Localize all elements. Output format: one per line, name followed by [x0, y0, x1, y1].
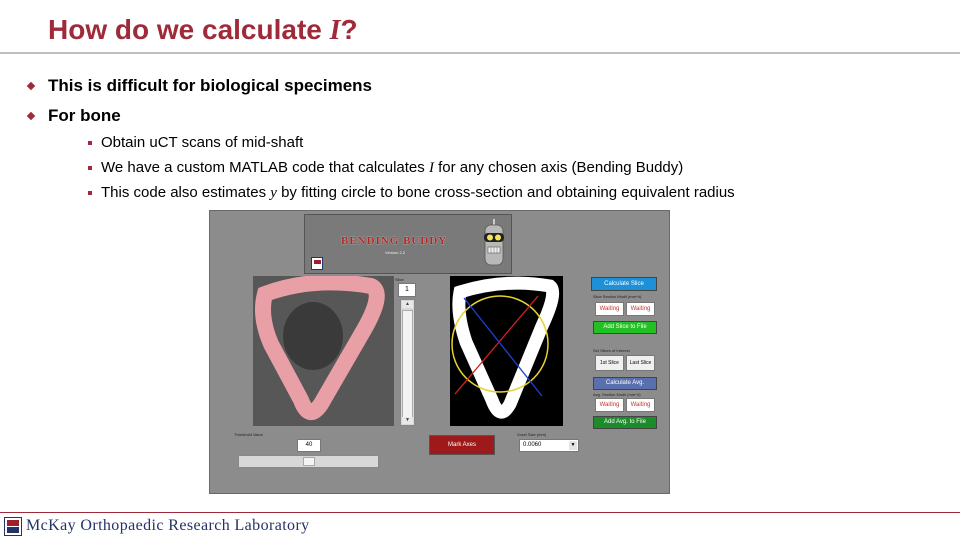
slice-result-label: Slice Section Modii (mm^4) [593, 294, 642, 299]
chevron-down-icon[interactable]: ▼ [570, 442, 576, 448]
slice-number-input[interactable]: 1 [398, 283, 416, 297]
sub-bullet-2 [101, 159, 683, 177]
add-avg-button[interactable]: Add Avg. to File [593, 416, 657, 429]
slice-scrollbar[interactable] [400, 299, 415, 426]
ct-bone-cross-section [253, 276, 394, 426]
sub-bullet-2-pre: We have a custom MATLAB code that calculates [101, 159, 429, 176]
sub-bullet-square-icon [88, 141, 92, 145]
title-variable: I [329, 15, 341, 46]
slide-title [48, 14, 358, 47]
title-divider [0, 52, 960, 54]
title-prefix: How do we calculate [48, 14, 330, 45]
voxel-size-select[interactable] [519, 439, 579, 452]
footer-divider [0, 512, 960, 513]
penn-shield-icon [4, 517, 22, 536]
last-slice-button[interactable]: Last Slice [626, 355, 655, 371]
bullet-diamond-icon [27, 112, 35, 120]
sub-bullet-3-pre: This code also estimates [101, 184, 271, 201]
threshold-label: Threshold Value [234, 432, 263, 437]
sub-bullet-2-post: for any chosen axis (Bending Buddy) [433, 159, 684, 176]
bullet-1: This is difficult for biological specimens [48, 76, 372, 95]
ct-slice-image[interactable] [253, 276, 394, 426]
slice-scroll-thumb[interactable] [402, 310, 413, 418]
slice-waiting-2: Waiting [626, 302, 655, 316]
penn-shield-logo [311, 257, 323, 270]
binary-slice-image[interactable] [450, 276, 563, 426]
robot-mascot-icon [481, 219, 507, 271]
calculate-slice-button[interactable]: Calculate Slice [591, 277, 657, 291]
threshold-input[interactable]: 40 [297, 439, 321, 452]
bullet-diamond-icon [27, 82, 35, 90]
slice-label: Slice [395, 277, 404, 282]
binary-bone-with-axes [450, 276, 563, 426]
threshold-slider[interactable] [238, 455, 379, 468]
voxel-size-label: Voxel Size (mm) [517, 432, 547, 437]
sub-bullet-3 [101, 184, 735, 202]
calculate-avg-button[interactable]: Calculate Avg. [593, 377, 657, 390]
sub-bullet-2-var: I [428, 160, 434, 176]
slice-range-label: Set Slices of Interest [593, 348, 630, 353]
banner-subtitle: Version 2.2 [385, 250, 406, 255]
sub-bullet-3-var: y [270, 185, 277, 201]
scroll-up-arrow-icon[interactable]: ▲ [402, 301, 413, 308]
voxel-size-value: 0.0060 [523, 442, 542, 448]
avg-waiting-1: Waiting [595, 398, 624, 412]
bending-buddy-window [209, 210, 670, 494]
title-suffix: ? [340, 14, 358, 45]
add-slice-button[interactable]: Add Slice to File [593, 321, 657, 334]
sub-bullet-1: Obtain uCT scans of mid-shaft [101, 134, 304, 151]
slice-waiting-1: Waiting [595, 302, 624, 316]
banner-title: BENDING BUDDY [341, 235, 448, 247]
threshold-slider-thumb[interactable] [303, 457, 315, 466]
bullet-2: For bone [48, 106, 121, 125]
avg-result-label: Avg. Section Modii (mm^4) [593, 392, 641, 397]
sub-bullet-square-icon [88, 191, 92, 195]
first-slice-button[interactable]: 1st Slice [595, 355, 624, 371]
avg-waiting-2: Waiting [626, 398, 655, 412]
app-banner [304, 214, 512, 274]
sub-bullet-3-post: by fitting circle to bone cross-section and obtaining equivalent radius [276, 184, 735, 201]
footer-lab-name: McKay Orthopaedic Research Laboratory [26, 517, 310, 534]
sub-bullet-square-icon [88, 166, 92, 170]
scroll-down-arrow-icon[interactable]: ▼ [402, 417, 413, 424]
mark-axes-button[interactable]: Mark Axes [429, 435, 495, 455]
